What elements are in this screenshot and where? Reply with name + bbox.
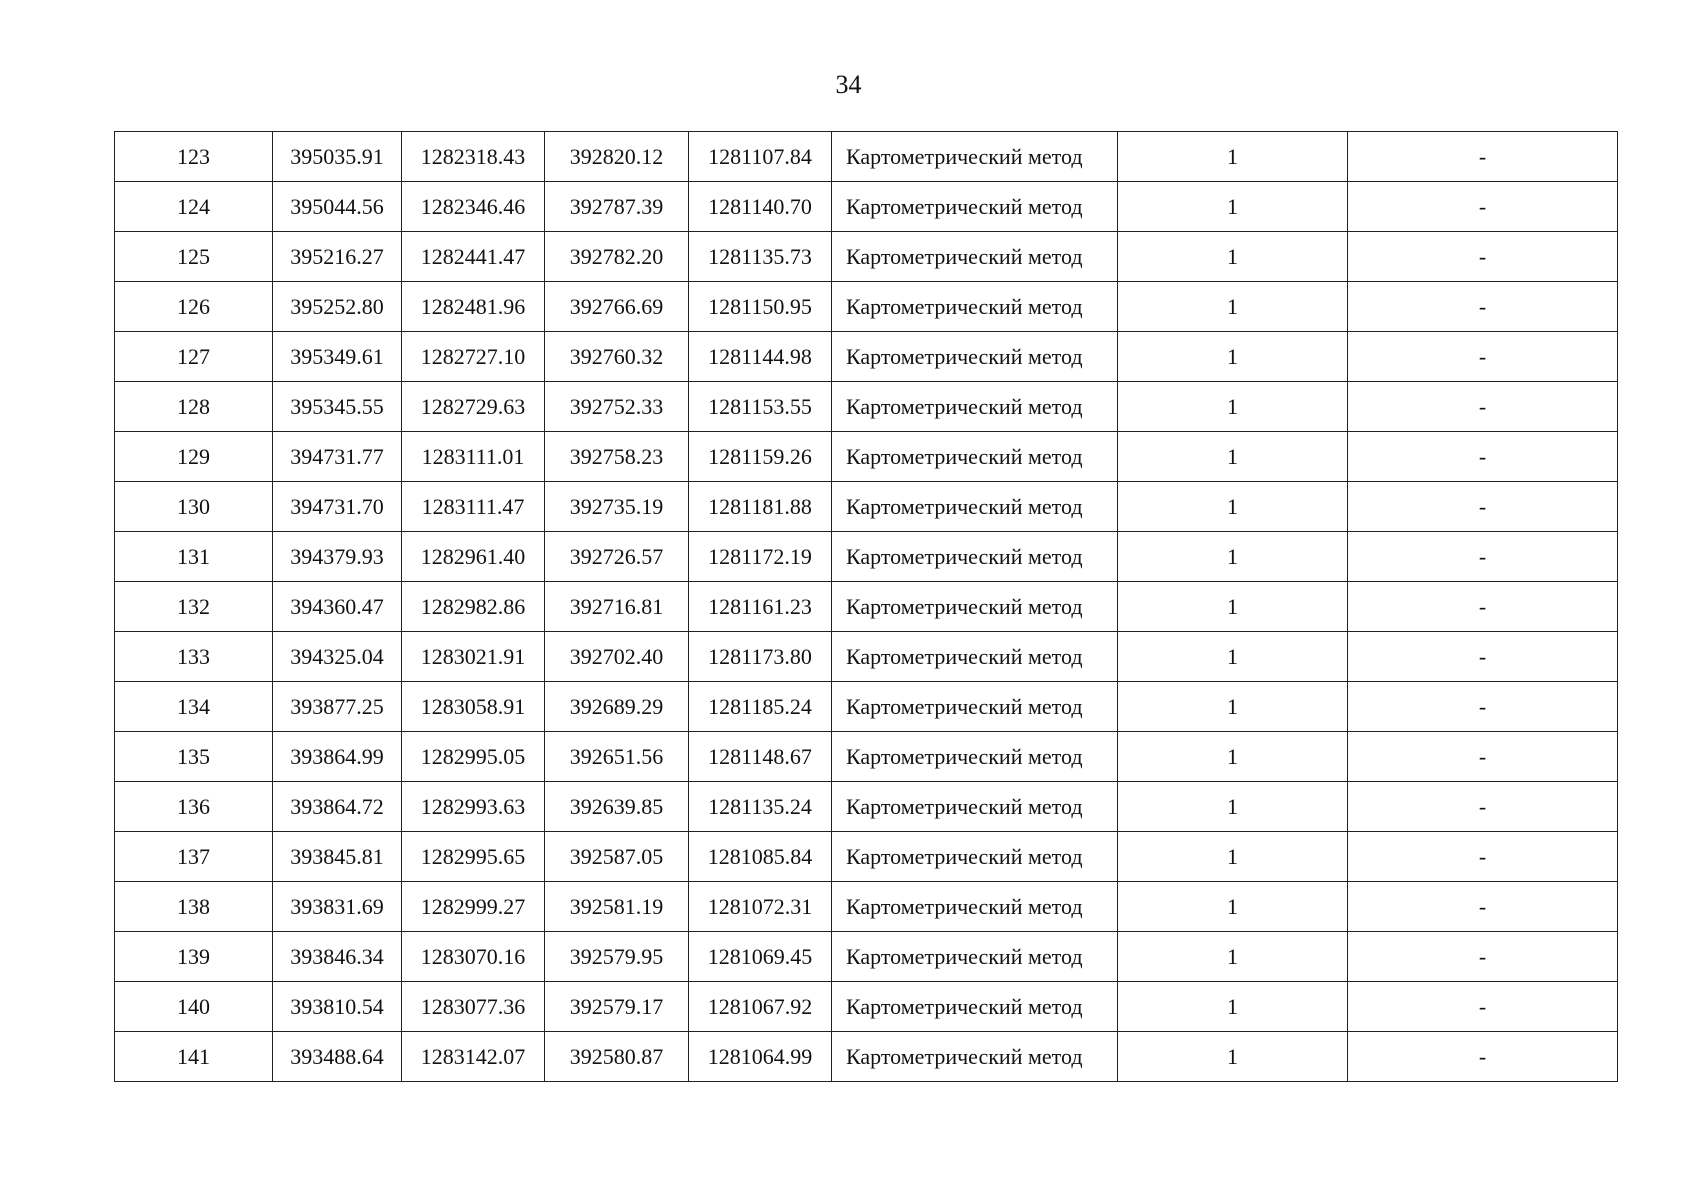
table-row — [115, 982, 1618, 1032]
x2-coordinate-cell: 392782.20 — [545, 232, 689, 282]
y-coordinate-cell: 1282727.10 — [402, 332, 545, 382]
accuracy-cell: 1 — [1118, 682, 1348, 732]
method-cell: Картометрический метод — [832, 682, 1118, 732]
note-cell: - — [1348, 582, 1618, 632]
x2-coordinate-cell: 392579.95 — [545, 932, 689, 982]
accuracy-cell: 1 — [1118, 932, 1348, 982]
x-coordinate-cell: 395252.80 — [273, 282, 402, 332]
x2-coordinate-cell: 392758.23 — [545, 432, 689, 482]
note-cell: - — [1348, 732, 1618, 782]
note-cell: - — [1348, 1032, 1618, 1082]
method-cell: Картометрический метод — [832, 282, 1118, 332]
x-coordinate-cell: 395216.27 — [273, 232, 402, 282]
accuracy-cell: 1 — [1118, 732, 1348, 782]
point-number-cell: 141 — [115, 1032, 273, 1082]
y2-coordinate-cell: 1281185.24 — [689, 682, 832, 732]
point-number-cell: 137 — [115, 832, 273, 882]
y-coordinate-cell: 1282995.65 — [402, 832, 545, 882]
note-cell: - — [1348, 232, 1618, 282]
y-coordinate-cell: 1283070.16 — [402, 932, 545, 982]
accuracy-cell: 1 — [1118, 382, 1348, 432]
table-row — [115, 382, 1618, 432]
method-cell: Картометрический метод — [832, 732, 1118, 782]
note-cell: - — [1348, 482, 1618, 532]
x-coordinate-cell: 394731.77 — [273, 432, 402, 482]
x2-coordinate-cell: 392651.56 — [545, 732, 689, 782]
point-number-cell: 126 — [115, 282, 273, 332]
y-coordinate-cell: 1282999.27 — [402, 882, 545, 932]
method-cell: Картометрический метод — [832, 582, 1118, 632]
point-number-cell: 136 — [115, 782, 273, 832]
accuracy-cell: 1 — [1118, 232, 1348, 282]
accuracy-cell: 1 — [1118, 832, 1348, 882]
x-coordinate-cell: 393864.72 — [273, 782, 402, 832]
accuracy-cell: 1 — [1118, 432, 1348, 482]
x-coordinate-cell: 393864.99 — [273, 732, 402, 782]
y2-coordinate-cell: 1281085.84 — [689, 832, 832, 882]
x-coordinate-cell: 395349.61 — [273, 332, 402, 382]
accuracy-cell: 1 — [1118, 282, 1348, 332]
x2-coordinate-cell: 392580.87 — [545, 1032, 689, 1082]
x-coordinate-cell: 394379.93 — [273, 532, 402, 582]
y-coordinate-cell: 1282993.63 — [402, 782, 545, 832]
accuracy-cell: 1 — [1118, 182, 1348, 232]
method-cell: Картометрический метод — [832, 182, 1118, 232]
y2-coordinate-cell: 1281181.88 — [689, 482, 832, 532]
y2-coordinate-cell: 1281135.73 — [689, 232, 832, 282]
y2-coordinate-cell: 1281172.19 — [689, 532, 832, 582]
y-coordinate-cell: 1282729.63 — [402, 382, 545, 432]
note-cell: - — [1348, 182, 1618, 232]
y-coordinate-cell: 1283142.07 — [402, 1032, 545, 1082]
accuracy-cell: 1 — [1118, 482, 1348, 532]
note-cell: - — [1348, 832, 1618, 882]
note-cell: - — [1348, 432, 1618, 482]
point-number-cell: 134 — [115, 682, 273, 732]
x2-coordinate-cell: 392820.12 — [545, 132, 689, 182]
accuracy-cell: 1 — [1118, 882, 1348, 932]
page-number: 34 — [835, 70, 862, 99]
y2-coordinate-cell: 1281148.67 — [689, 732, 832, 782]
table-row — [115, 732, 1618, 782]
x2-coordinate-cell: 392587.05 — [545, 832, 689, 882]
x-coordinate-cell: 395035.91 — [273, 132, 402, 182]
x-coordinate-cell: 394731.70 — [273, 482, 402, 532]
y-coordinate-cell: 1282318.43 — [402, 132, 545, 182]
method-cell: Картометрический метод — [832, 132, 1118, 182]
y2-coordinate-cell: 1281144.98 — [689, 332, 832, 382]
x-coordinate-cell: 393845.81 — [273, 832, 402, 882]
note-cell: - — [1348, 632, 1618, 682]
method-cell: Картометрический метод — [832, 932, 1118, 982]
note-cell: - — [1348, 932, 1618, 982]
x-coordinate-cell: 394325.04 — [273, 632, 402, 682]
y2-coordinate-cell: 1281067.92 — [689, 982, 832, 1032]
y-coordinate-cell: 1282995.05 — [402, 732, 545, 782]
note-cell: - — [1348, 982, 1618, 1032]
x2-coordinate-cell: 392716.81 — [545, 582, 689, 632]
x-coordinate-cell: 393810.54 — [273, 982, 402, 1032]
accuracy-cell: 1 — [1118, 132, 1348, 182]
y-coordinate-cell: 1283111.47 — [402, 482, 545, 532]
accuracy-cell: 1 — [1118, 582, 1348, 632]
table-row — [115, 782, 1618, 832]
y-coordinate-cell: 1283111.01 — [402, 432, 545, 482]
y2-coordinate-cell: 1281107.84 — [689, 132, 832, 182]
accuracy-cell: 1 — [1118, 332, 1348, 382]
method-cell: Картометрический метод — [832, 232, 1118, 282]
point-number-cell: 130 — [115, 482, 273, 532]
x2-coordinate-cell: 392752.33 — [545, 382, 689, 432]
point-number-cell: 140 — [115, 982, 273, 1032]
note-cell: - — [1348, 782, 1618, 832]
point-number-cell: 128 — [115, 382, 273, 432]
point-number-cell: 138 — [115, 882, 273, 932]
x2-coordinate-cell: 392702.40 — [545, 632, 689, 682]
y-coordinate-cell: 1282982.86 — [402, 582, 545, 632]
x-coordinate-cell: 393877.25 — [273, 682, 402, 732]
table-row — [115, 332, 1618, 382]
coordinates-table — [114, 131, 1618, 1082]
y2-coordinate-cell: 1281064.99 — [689, 1032, 832, 1082]
point-number-cell: 124 — [115, 182, 273, 232]
table-row — [115, 582, 1618, 632]
x2-coordinate-cell: 392766.69 — [545, 282, 689, 332]
y-coordinate-cell: 1282481.96 — [402, 282, 545, 332]
method-cell: Картометрический метод — [832, 1032, 1118, 1082]
accuracy-cell: 1 — [1118, 532, 1348, 582]
table-row — [115, 882, 1618, 932]
point-number-cell: 133 — [115, 632, 273, 682]
y2-coordinate-cell: 1281069.45 — [689, 932, 832, 982]
x2-coordinate-cell: 392787.39 — [545, 182, 689, 232]
table-row — [115, 632, 1618, 682]
x2-coordinate-cell: 392639.85 — [545, 782, 689, 832]
method-cell: Картометрический метод — [832, 332, 1118, 382]
y2-coordinate-cell: 1281072.31 — [689, 882, 832, 932]
y2-coordinate-cell: 1281135.24 — [689, 782, 832, 832]
x2-coordinate-cell: 392689.29 — [545, 682, 689, 732]
method-cell: Картометрический метод — [832, 782, 1118, 832]
note-cell: - — [1348, 332, 1618, 382]
note-cell: - — [1348, 682, 1618, 732]
note-cell: - — [1348, 382, 1618, 432]
x2-coordinate-cell: 392579.17 — [545, 982, 689, 1032]
table-row — [115, 132, 1618, 182]
method-cell: Картометрический метод — [832, 982, 1118, 1032]
table-row — [115, 432, 1618, 482]
table-row — [115, 182, 1618, 232]
y-coordinate-cell: 1282961.40 — [402, 532, 545, 582]
note-cell: - — [1348, 532, 1618, 582]
point-number-cell: 139 — [115, 932, 273, 982]
method-cell: Картометрический метод — [832, 382, 1118, 432]
x-coordinate-cell: 395345.55 — [273, 382, 402, 432]
table-row — [115, 832, 1618, 882]
x2-coordinate-cell: 392726.57 — [545, 532, 689, 582]
point-number-cell: 127 — [115, 332, 273, 382]
table-row — [115, 932, 1618, 982]
y-coordinate-cell: 1282346.46 — [402, 182, 545, 232]
y-coordinate-cell: 1283058.91 — [402, 682, 545, 732]
method-cell: Картометрический метод — [832, 482, 1118, 532]
point-number-cell: 135 — [115, 732, 273, 782]
x2-coordinate-cell: 392581.19 — [545, 882, 689, 932]
note-cell: - — [1348, 132, 1618, 182]
method-cell: Картометрический метод — [832, 832, 1118, 882]
method-cell: Картометрический метод — [832, 632, 1118, 682]
table-row — [115, 232, 1618, 282]
y-coordinate-cell: 1282441.47 — [402, 232, 545, 282]
x-coordinate-cell: 393488.64 — [273, 1032, 402, 1082]
x-coordinate-cell: 395044.56 — [273, 182, 402, 232]
method-cell: Картометрический метод — [832, 532, 1118, 582]
table-row — [115, 682, 1618, 732]
x2-coordinate-cell: 392760.32 — [545, 332, 689, 382]
table-row — [115, 282, 1618, 332]
accuracy-cell: 1 — [1118, 782, 1348, 832]
x-coordinate-cell: 394360.47 — [273, 582, 402, 632]
point-number-cell: 132 — [115, 582, 273, 632]
y-coordinate-cell: 1283021.91 — [402, 632, 545, 682]
x2-coordinate-cell: 392735.19 — [545, 482, 689, 532]
y2-coordinate-cell: 1281153.55 — [689, 382, 832, 432]
table-row — [115, 1032, 1618, 1082]
note-cell: - — [1348, 282, 1618, 332]
y2-coordinate-cell: 1281173.80 — [689, 632, 832, 682]
point-number-cell: 125 — [115, 232, 273, 282]
accuracy-cell: 1 — [1118, 632, 1348, 682]
y2-coordinate-cell: 1281150.95 — [689, 282, 832, 332]
point-number-cell: 123 — [115, 132, 273, 182]
accuracy-cell: 1 — [1118, 1032, 1348, 1082]
y2-coordinate-cell: 1281140.70 — [689, 182, 832, 232]
y-coordinate-cell: 1283077.36 — [402, 982, 545, 1032]
table-row — [115, 482, 1618, 532]
y2-coordinate-cell: 1281159.26 — [689, 432, 832, 482]
method-cell: Картометрический метод — [832, 432, 1118, 482]
table-body — [115, 132, 1618, 1082]
point-number-cell: 129 — [115, 432, 273, 482]
accuracy-cell: 1 — [1118, 982, 1348, 1032]
method-cell: Картометрический метод — [832, 882, 1118, 932]
point-number-cell: 131 — [115, 532, 273, 582]
x-coordinate-cell: 393846.34 — [273, 932, 402, 982]
note-cell: - — [1348, 882, 1618, 932]
y2-coordinate-cell: 1281161.23 — [689, 582, 832, 632]
table-row — [115, 532, 1618, 582]
x-coordinate-cell: 393831.69 — [273, 882, 402, 932]
